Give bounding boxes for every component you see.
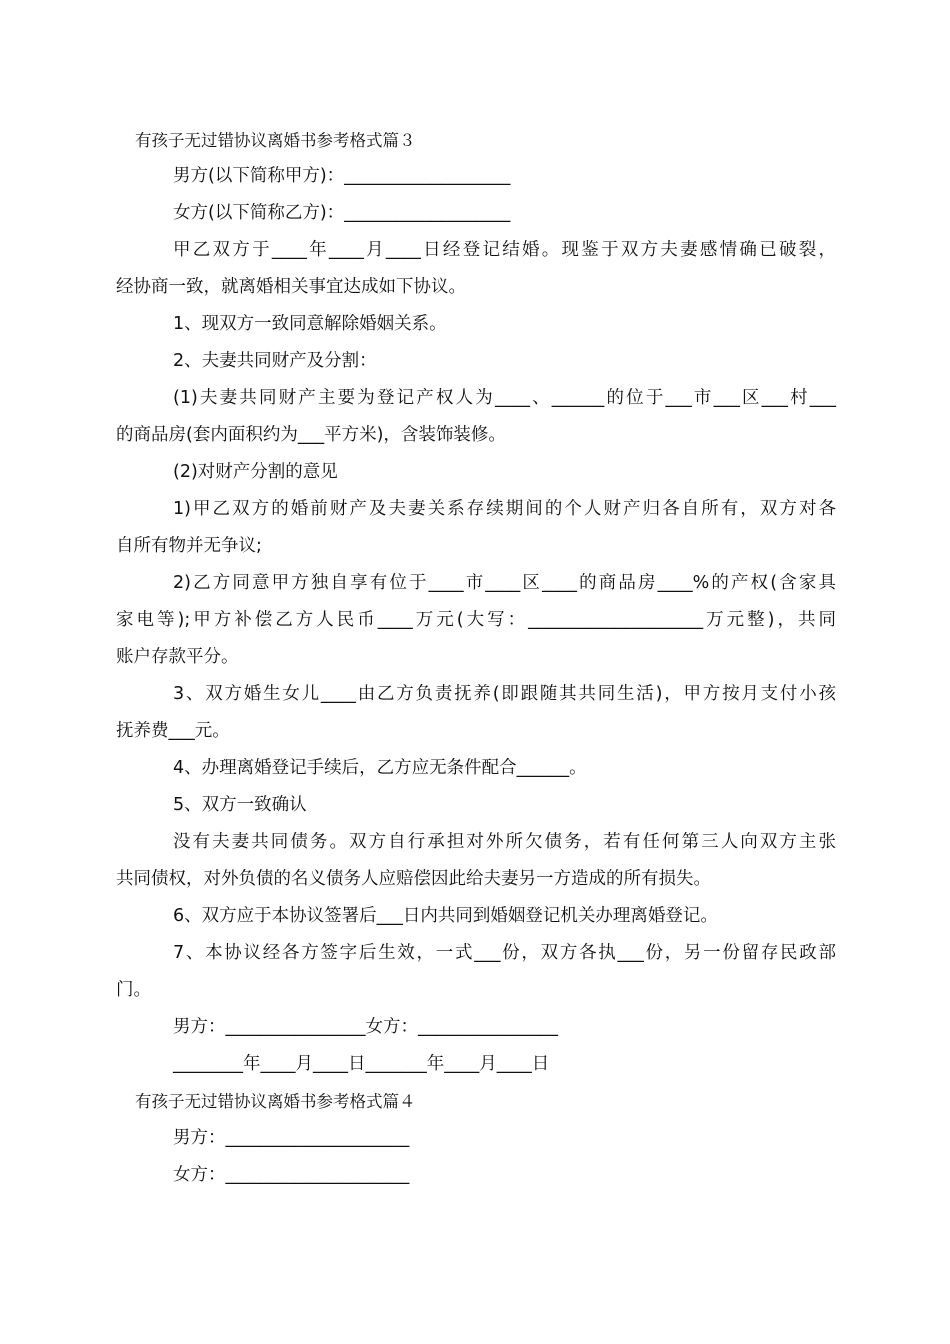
section-title-4: 有孩子无过错协议离婚书参考格式篇４ (135, 1092, 416, 1111)
clause-6: 6、双方应于本协议签署后___日内共同到婚姻登记机关办理离婚登记。 (173, 906, 718, 926)
husband-field: 男方：_____________________ (173, 1128, 410, 1148)
paragraph-line: 抚养费___元。 (116, 721, 230, 741)
paragraph-line: 甲乙双方于____年____月____日经登记结婚。现鉴于双方夫妻感情确已破裂， (173, 240, 836, 260)
paragraph-line: 的商品房(套内面积约为___平方米)，含装饰装修。 (116, 425, 506, 445)
signature-line: 男方：________________女方：________________ (173, 1017, 558, 1037)
paragraph-line: 账户存款平分。 (116, 647, 239, 667)
sub-clause-1: 1)甲乙双方的婚前财产及夫妻关系存续期间的个人财产归各自所有，双方对各 (173, 499, 836, 519)
sub-clause-2: 2)乙方同意甲方独自享有位于____市____区____的商品房____%的产权(含家具 (173, 573, 836, 593)
section-title-3: 有孩子无过错协议离婚书参考格式篇３ (135, 131, 416, 150)
clause-2-2: (2)对财产分割的意见 (173, 462, 338, 482)
clause-2: 2、夫妻共同财产及分割： (173, 351, 377, 371)
wife-field: 女方(以下简称乙方)：___________________ (173, 203, 511, 223)
clause-5: 5、双方一致确认 (173, 795, 307, 815)
clause-7: 7、本协议经各方签字后生效，一式___份，双方各执___份，另一份留存民政部 (173, 943, 836, 963)
clause-2-1: (1)夫妻共同财产主要为登记产权人为____、______的位于___市___区___村___ (173, 388, 836, 408)
husband-field: 男方(以下简称甲方)：___________________ (173, 166, 511, 186)
paragraph-line: 家电等);甲方补偿乙方人民币____万元(大写：____________________万元整)，共同 (116, 610, 836, 630)
clause-4: 4、办理离婚登记手续后，乙方应无条件配合______。 (173, 758, 587, 778)
paragraph-line: 没有夫妻共同债务。双方自行承担对外所欠债务，若有任何第三人向双方主张 (173, 832, 836, 852)
paragraph-line: 经协商一致，就离婚相关事宜达成如下协议。 (116, 277, 466, 297)
clause-3: 3、双方婚生女儿____由乙方负责抚养(即跟随其共同生活)，甲方按月支付小孩 (173, 684, 836, 704)
paragraph-line: 门。 (116, 980, 151, 1000)
paragraph-line: 自所有物并无争议; (116, 536, 262, 556)
date-line: ________年____月____日_______年____月____日 (173, 1054, 550, 1074)
paragraph-line: 共同债权，对外负债的名义债务人应赔偿因此给夫妻另一方造成的所有损失。 (116, 869, 711, 889)
clause-1: 1、现双方一致同意解除婚姻关系。 (173, 314, 447, 334)
wife-field: 女方：_____________________ (173, 1165, 410, 1185)
